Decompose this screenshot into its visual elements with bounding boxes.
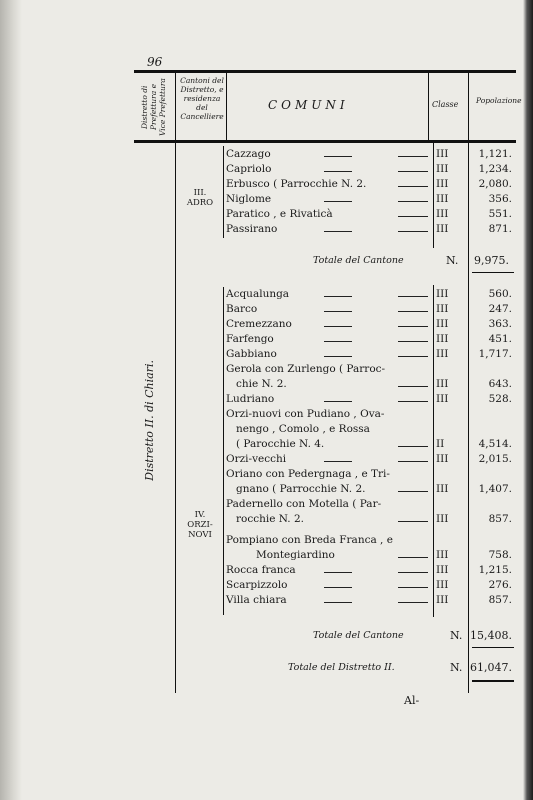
total-cantone-iii-n: N. [446, 254, 459, 267]
popolazione-value: 1,717. [478, 348, 512, 360]
popolazione-value: 528. [488, 393, 512, 405]
table-row [226, 594, 516, 609]
table-row [226, 579, 516, 594]
classe-value: III [436, 513, 449, 525]
popolazione-value: 551. [488, 208, 512, 220]
leader-dash [324, 231, 352, 232]
cantone-iv-number: IV. [194, 510, 206, 520]
table-row [226, 318, 516, 333]
popolazione-value: 2,080. [478, 178, 512, 190]
leader-dash [324, 296, 352, 297]
leader-dash [398, 296, 428, 297]
leader-dash [398, 171, 428, 172]
leader-dash [398, 401, 428, 402]
leader-dash [398, 311, 428, 312]
popolazione-value: 758. [488, 549, 512, 561]
total-cantone-iv-value: 15,408. [470, 629, 512, 642]
header-classe: Classe [432, 100, 459, 109]
table-row [226, 163, 516, 178]
comune-name: Gabbiano [226, 348, 277, 360]
comune-name-continued: chie N. 2. [236, 378, 287, 390]
header-popolazione: Popolazione [476, 96, 522, 105]
comune-name-continued: Montegiardino [256, 549, 335, 561]
cantone-iii-number: III. [193, 188, 207, 198]
leader-dash [324, 326, 352, 327]
header-cantoni: Cantoni del Distretto, e residenza del Cancelliere [180, 76, 224, 121]
leader-dash [324, 587, 352, 588]
leader-dash [398, 326, 428, 327]
book-spine-shadow [0, 0, 22, 800]
classe-value: III [436, 549, 449, 561]
comune-name: Niglome [226, 193, 272, 205]
total-distretto-value: 61,047. [470, 661, 512, 674]
comune-name: Orzi-nuovi con Pudiano , Ova- [226, 408, 385, 420]
table-row [226, 178, 516, 193]
cantone-iii-label [180, 188, 220, 208]
body-line-cantone-iv [223, 287, 224, 615]
popolazione-value: 857. [488, 513, 512, 525]
comune-name: Passirano [226, 223, 278, 235]
comune-name: Gerola con Zurlengo ( Parroc- [226, 363, 386, 375]
table-row [226, 468, 516, 498]
page-number: 96 [147, 55, 163, 69]
header-comuni: COMUNI [268, 98, 349, 112]
classe-value: III [436, 333, 449, 345]
cantone-iv-name: ORZI- [187, 520, 213, 530]
classe-value: III [436, 148, 449, 160]
popolazione-value: 1,407. [478, 483, 512, 495]
leader-dash [324, 401, 352, 402]
leader-dash [398, 386, 428, 387]
comune-name: Cazzago [226, 148, 271, 160]
col-sep-2 [226, 72, 227, 142]
header-bottom-rule [134, 140, 516, 143]
total-cantone-iii-value: 9,975. [474, 254, 509, 267]
comune-name: Cremezzano [226, 318, 292, 330]
popolazione-value: 1,121. [478, 148, 512, 160]
header-top-rule [134, 70, 516, 73]
leader-dash [398, 201, 428, 202]
comune-name: Erbusco ( Parrocchie N. 2. [226, 178, 367, 190]
comune-name: Oriano con Pedergnaga , e Tri- [226, 468, 390, 480]
popolazione-value: 247. [488, 303, 512, 315]
leader-dash [398, 491, 428, 492]
classe-value: III [436, 223, 449, 235]
leader-dash [398, 356, 428, 357]
popolazione-value: 560. [488, 288, 512, 300]
comune-name: Paratico , e Rivaticà [226, 208, 333, 220]
popolazione-value: 1,215. [478, 564, 512, 576]
comune-name: Pompiano con Breda Franca , e [226, 534, 393, 546]
popolazione-value: 356. [488, 193, 512, 205]
classe-value: III [436, 579, 449, 591]
classe-value: III [436, 193, 449, 205]
classe-value: III [436, 288, 449, 300]
leader-dash [398, 461, 428, 462]
leader-dash [398, 572, 428, 573]
leader-dash [324, 356, 352, 357]
table-row [226, 148, 516, 163]
popolazione-value: 871. [488, 223, 512, 235]
comune-name-continued: gnano ( Parrocchie N. 2. [236, 483, 366, 495]
comune-name-continued: rocchie N. 2. [236, 513, 304, 525]
popolazione-value: 1,234. [478, 163, 512, 175]
classe-value: III [436, 564, 449, 576]
leader-dash [324, 201, 352, 202]
leader-dash [324, 156, 352, 157]
classe-value: III [436, 303, 449, 315]
popolazione-value: 276. [488, 579, 512, 591]
classe-value: III [436, 208, 449, 220]
total-distretto-label: Totale del Distretto II. [288, 662, 395, 673]
comune-name: Capriolo [226, 163, 272, 175]
comune-name: Rocca franca [226, 564, 296, 576]
popolazione-value: 451. [488, 333, 512, 345]
comune-name: Scarpizzolo [226, 579, 288, 591]
leader-dash [398, 341, 428, 342]
table-row [226, 193, 516, 208]
comune-name: Farfengo [226, 333, 274, 345]
leader-dash [398, 587, 428, 588]
classe-value: III [436, 378, 449, 390]
leader-dash [398, 557, 428, 558]
classe-value: III [436, 318, 449, 330]
table-row [226, 348, 516, 363]
leader-dash [398, 216, 428, 217]
table-row [226, 208, 516, 223]
comune-name-continued-2: ( Parocchie N. 4. [236, 438, 325, 450]
classe-value: III [436, 483, 449, 495]
body-line-cantone-iii [223, 146, 224, 238]
classe-value: III [436, 348, 449, 360]
leader-dash [398, 521, 428, 522]
popolazione-value: 2,015. [478, 453, 512, 465]
leader-dash [398, 231, 428, 232]
popolazione-value: 857. [488, 594, 512, 606]
comune-name: Orzi-vecchi [226, 453, 287, 465]
leader-dash [324, 572, 352, 573]
cantone-iv-name2: NOVI [188, 530, 212, 540]
body-line-district [175, 143, 176, 693]
total-cantone-iv-n: N. [450, 629, 463, 642]
table-row [226, 393, 516, 408]
comune-name: Ludriano [226, 393, 275, 405]
classe-value: II [436, 438, 445, 450]
table-row [226, 303, 516, 318]
col-sep-3 [428, 72, 429, 142]
table-row [226, 288, 516, 303]
classe-value: III [436, 178, 449, 190]
classe-value: III [436, 594, 449, 606]
leader-dash [324, 341, 352, 342]
total-cantone-iii-label: Totale del Cantone [313, 255, 404, 266]
table-row [226, 564, 516, 579]
table-row [226, 333, 516, 348]
leader-dash [324, 171, 352, 172]
popolazione-value: 4,514. [478, 438, 512, 450]
leader-dash [398, 186, 428, 187]
leader-dash [398, 446, 428, 447]
classe-value: III [436, 453, 449, 465]
district-label: Distretto II. di Chiari. [143, 360, 156, 481]
leader-dash [324, 461, 352, 462]
table-row [226, 498, 516, 528]
classe-value: III [436, 163, 449, 175]
total-distretto-rule [472, 680, 514, 682]
cantone-iii-name: ADRO [186, 198, 214, 208]
table-row [226, 453, 516, 468]
col-sep-4 [468, 72, 469, 142]
comune-name-continued: nengo , Comolo , e Rossa [236, 423, 370, 435]
comune-name: Barco [226, 303, 258, 315]
total-iv-rule [472, 647, 514, 648]
page-edge-shadow [523, 0, 533, 800]
table-row [226, 223, 516, 238]
col-sep-1 [175, 72, 176, 142]
popolazione-value: 363. [488, 318, 512, 330]
comune-name: Villa chiara [226, 594, 287, 606]
header-distretto: Distretto di Prefettura e Vice Prefettura [140, 78, 167, 136]
table-row [226, 363, 516, 393]
leader-dash [324, 602, 352, 603]
popolazione-value: 643. [488, 378, 512, 390]
leader-dash [398, 156, 428, 157]
table-row [226, 408, 516, 453]
comune-name: Padernello con Motella ( Par- [226, 498, 382, 510]
total-iii-rule [472, 272, 514, 273]
catchword: Al- [404, 694, 420, 707]
cantone-iv-label [180, 510, 220, 540]
total-distretto-n: N. [450, 661, 463, 674]
classe-value: III [436, 393, 449, 405]
total-cantone-iv-label: Totale del Cantone [313, 630, 404, 641]
leader-dash [398, 602, 428, 603]
leader-dash [324, 311, 352, 312]
comune-name: Acqualunga [226, 288, 290, 300]
table-row [226, 534, 516, 564]
